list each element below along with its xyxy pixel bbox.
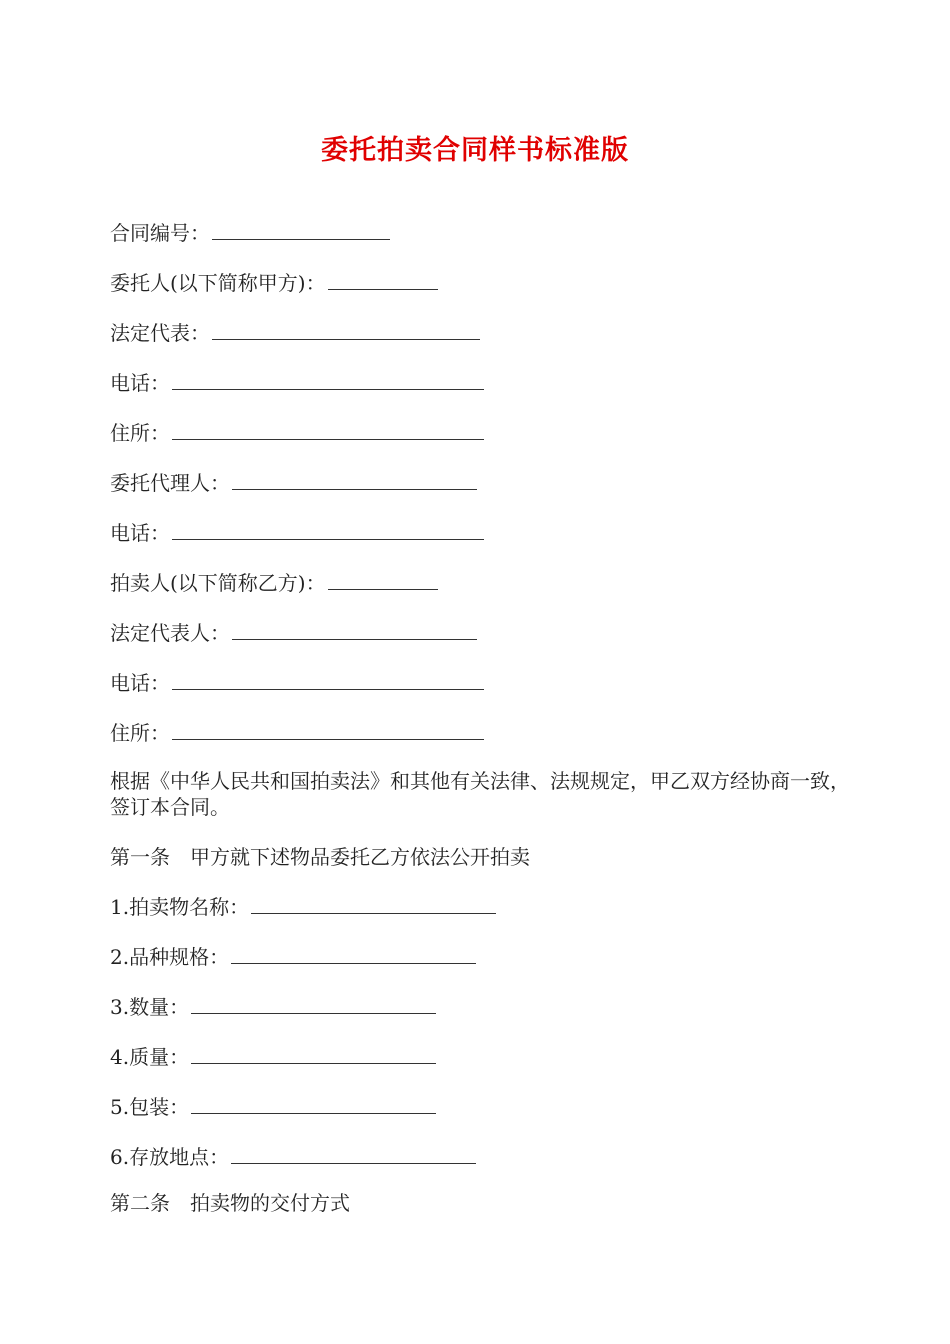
fill-blank[interactable]	[231, 1144, 476, 1164]
field-label: 拍卖人(以下简称乙方)：	[110, 571, 326, 595]
fill-blank[interactable]	[172, 420, 484, 440]
field-label: 法定代表：	[110, 321, 210, 345]
field-contract-number	[110, 220, 390, 246]
fill-blank[interactable]	[172, 520, 484, 540]
article-1-item-packaging	[110, 1094, 436, 1120]
fill-blank[interactable]	[172, 720, 484, 740]
article-1-item-quality	[110, 1044, 436, 1070]
field-label: 合同编号：	[110, 221, 210, 245]
document-title: 委托拍卖合同样书标准版	[321, 135, 629, 166]
fill-blank[interactable]	[172, 670, 484, 690]
field-phone-auctioneer	[110, 670, 484, 696]
field-agent	[110, 470, 477, 496]
intro-paragraph: 根据《中华人民共和国拍卖法》和其他有关法律、法规规定，甲乙双方经协商一致，签订本合同。	[110, 769, 850, 819]
field-label: 住所：	[110, 721, 170, 745]
article-1-item-storage	[110, 1144, 476, 1170]
fill-blank[interactable]	[232, 620, 477, 640]
field-label: 2.品种规格：	[110, 945, 230, 969]
article-2-heading: 第二条 拍卖物的交付方式	[110, 1191, 350, 1215]
field-label: 委托代理人：	[110, 471, 230, 495]
field-address-auctioneer	[110, 720, 484, 746]
field-label: 电话：	[110, 521, 170, 545]
field-label: 法定代表人：	[110, 621, 230, 645]
fill-blank[interactable]	[328, 270, 438, 290]
field-label: 1.拍卖物名称：	[110, 895, 250, 919]
field-label: 3.数量：	[110, 995, 190, 1019]
article-1-item-name	[110, 894, 496, 920]
fill-blank[interactable]	[328, 570, 438, 590]
fill-blank[interactable]	[191, 994, 436, 1014]
field-label: 4.质量：	[110, 1045, 190, 1069]
field-label: 住所：	[110, 421, 170, 445]
article-1-item-spec	[110, 944, 476, 970]
article-1-item-quantity	[110, 994, 436, 1020]
field-principal	[110, 270, 438, 296]
field-label: 6.存放地点：	[110, 1145, 230, 1169]
fill-blank[interactable]	[172, 370, 484, 390]
field-phone-principal	[110, 370, 484, 396]
field-address-principal	[110, 420, 484, 446]
field-label: 电话：	[110, 671, 170, 695]
fill-blank[interactable]	[191, 1094, 436, 1114]
field-label: 5.包装：	[110, 1095, 190, 1119]
field-phone-agent	[110, 520, 484, 546]
fill-blank[interactable]	[232, 470, 477, 490]
field-legal-representative	[110, 320, 480, 346]
fill-blank[interactable]	[231, 944, 476, 964]
fill-blank[interactable]	[191, 1044, 436, 1064]
field-legal-representative-auctioneer	[110, 620, 477, 646]
field-auctioneer	[110, 570, 438, 596]
fill-blank[interactable]	[212, 320, 480, 340]
fill-blank[interactable]	[212, 220, 390, 240]
field-label: 委托人(以下简称甲方)：	[110, 271, 326, 295]
field-label: 电话：	[110, 371, 170, 395]
article-1-heading: 第一条 甲方就下述物品委托乙方依法公开拍卖	[110, 845, 530, 869]
fill-blank[interactable]	[251, 894, 496, 914]
